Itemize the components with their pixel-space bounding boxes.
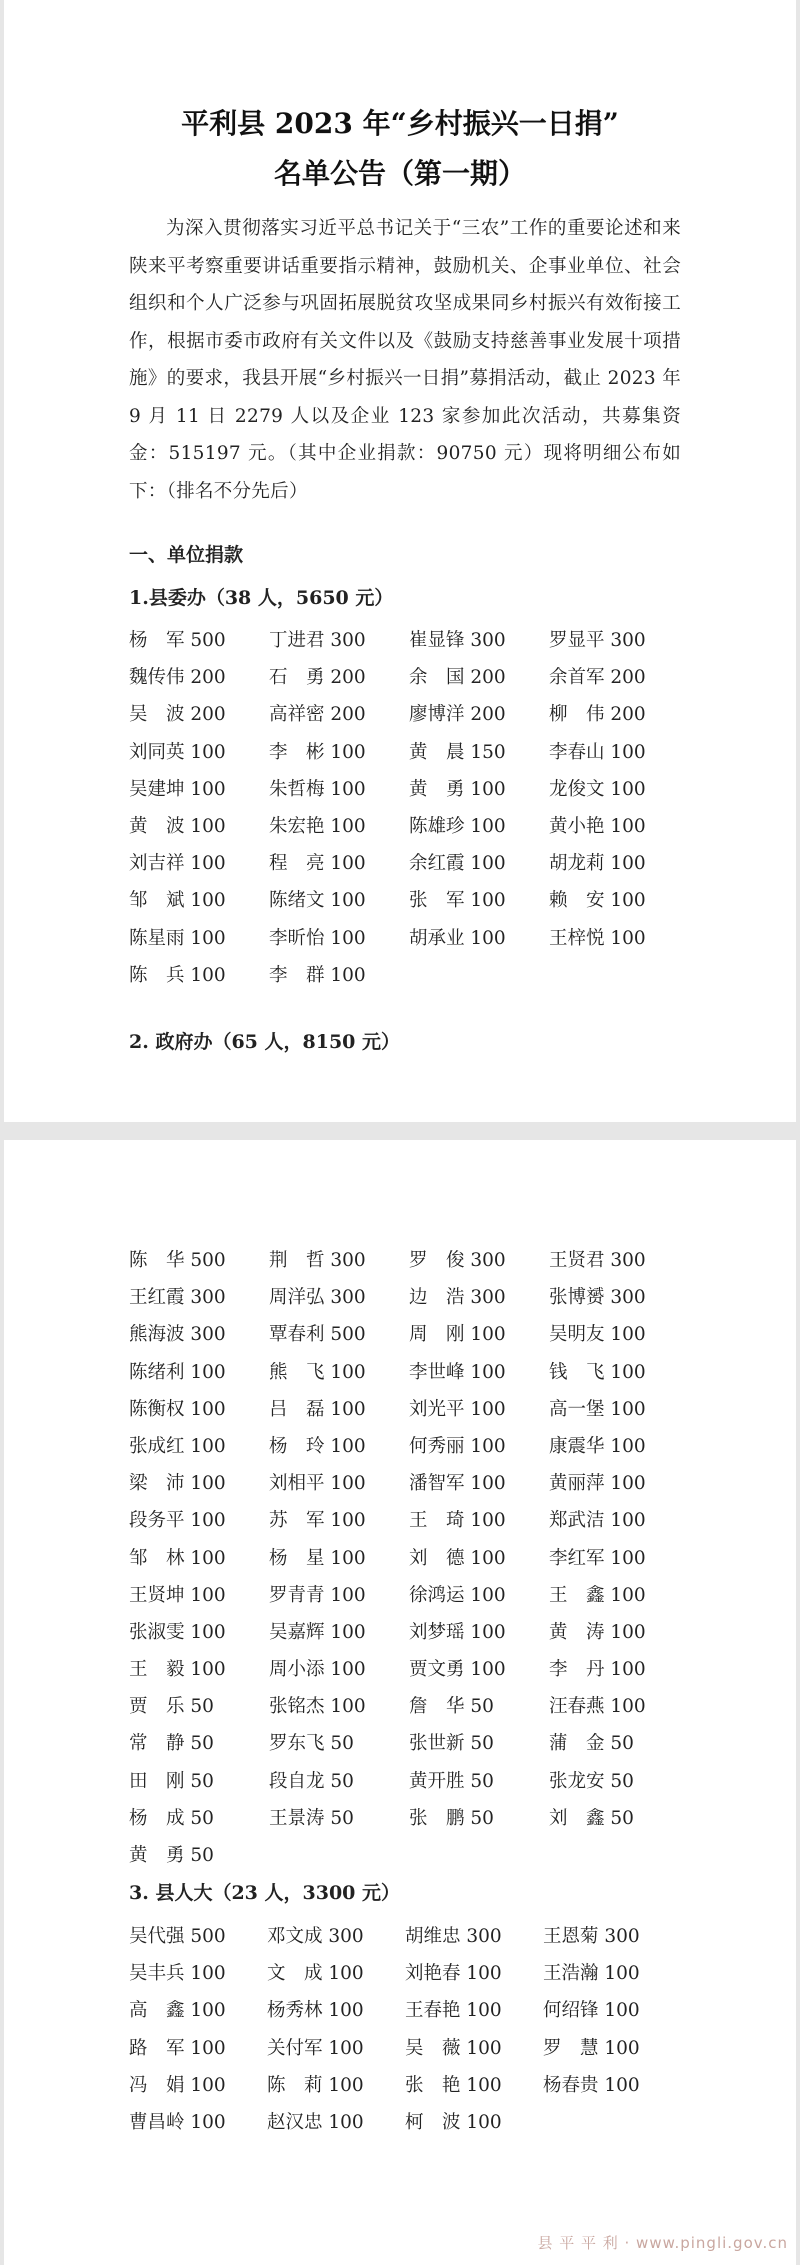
- donor-entry: 黄 涛 100: [549, 1621, 646, 1643]
- donor-entry: 覃春利 500: [269, 1324, 366, 1346]
- donor-entry: 王春艳 100: [405, 2000, 502, 2022]
- donor-grid-county-peoples-congress: [129, 1918, 689, 2141]
- donor-entry: 邹 斌 100: [129, 890, 226, 912]
- donor-entry: 李 彬 100: [269, 741, 366, 763]
- donor-entry: 杨秀林 100: [267, 2000, 364, 2022]
- donor-entry: 常 静 50: [129, 1733, 214, 1755]
- donor-entry: 王 毅 100: [129, 1659, 226, 1681]
- donor-entry: 黄 晨 150: [409, 741, 506, 763]
- donor-entry: 刘吉祥 100: [129, 853, 226, 875]
- donor-entry: 邹 林 100: [129, 1547, 226, 1569]
- donor-entry: 李红军 100: [549, 1547, 646, 1569]
- donor-entry: 黄小艳 100: [549, 815, 646, 837]
- donor-entry: 余首军 200: [549, 667, 646, 689]
- donor-entry: 陈雄珍 100: [409, 815, 506, 837]
- donor-entry: 吕 磊 100: [269, 1398, 366, 1420]
- donor-entry: 汪春燕 100: [549, 1696, 646, 1718]
- donor-entry: 张 鹏 50: [409, 1807, 494, 1829]
- donor-entry: 吴丰兵 100: [129, 1963, 226, 1985]
- donor-entry: 丁进君 300: [269, 630, 366, 651]
- donor-entry: 田 刚 50: [129, 1770, 214, 1792]
- donor-entry: 王红霞 300: [129, 1287, 226, 1309]
- donor-entry: 文 成 100: [267, 1963, 364, 1985]
- donor-entry: 梁 沛 100: [129, 1473, 226, 1495]
- donor-entry: 罗 慧 100: [543, 2037, 640, 2059]
- donor-entry: 高一堡 100: [549, 1398, 646, 1420]
- donor-entry: 荆 哲 300: [269, 1250, 366, 1271]
- section-heading-unit-donations: 一、单位捐款: [129, 544, 244, 566]
- donor-entry: 杨 成 50: [129, 1807, 214, 1829]
- donor-entry: 钱 飞 100: [549, 1361, 646, 1383]
- donor-entry: 吴 薇 100: [405, 2037, 502, 2059]
- donor-entry: 魏传伟 200: [129, 667, 226, 689]
- group-heading-government-office: 2. 政府办（65 人，8150 元）: [129, 1031, 401, 1053]
- donor-entry: 段务平 100: [129, 1510, 226, 1532]
- donor-entry: 陈 兵 100: [129, 964, 226, 986]
- donor-entry: 康震华 100: [549, 1435, 646, 1457]
- donor-entry: 邓文成 300: [267, 1926, 364, 1947]
- donor-entry: 蒲 金 50: [549, 1733, 634, 1755]
- donor-entry: 杨 星 100: [269, 1547, 366, 1569]
- donor-entry: 李 丹 100: [549, 1659, 646, 1681]
- donor-entry: 罗 俊 300: [409, 1250, 506, 1271]
- donor-entry: 赖 安 100: [549, 890, 646, 912]
- donor-entry: 熊海波 300: [129, 1324, 226, 1346]
- donor-entry: 罗青青 100: [269, 1584, 366, 1606]
- donor-entry: 刘 德 100: [409, 1547, 506, 1569]
- donor-entry: 徐鸿运 100: [409, 1584, 506, 1606]
- group-heading-county-peoples-congress: 3. 县人大（23 人，3300 元）: [129, 1882, 401, 1904]
- donor-entry: 刘同英 100: [129, 741, 226, 763]
- donor-entry: 张博赟 300: [549, 1287, 646, 1309]
- donor-entry: 张世新 50: [409, 1733, 494, 1755]
- donor-entry: 余 国 200: [409, 667, 506, 689]
- donor-entry: 边 浩 300: [409, 1287, 506, 1309]
- donor-entry: 王恩菊 300: [543, 1926, 640, 1947]
- donor-entry: 黄 波 100: [129, 815, 226, 837]
- donor-entry: 刘 鑫 50: [549, 1807, 634, 1829]
- donor-entry: 周 刚 100: [409, 1324, 506, 1346]
- donor-entry: 程 亮 100: [269, 853, 366, 875]
- donor-entry: 段自龙 50: [269, 1770, 354, 1792]
- donor-entry: 杨 军 500: [129, 630, 226, 651]
- donor-entry: 陈 莉 100: [267, 2074, 364, 2096]
- donor-entry: 苏 军 100: [269, 1510, 366, 1532]
- donor-entry: 廖博洋 200: [409, 704, 506, 726]
- donor-entry: 王浩瀚 100: [543, 1963, 640, 1985]
- donor-entry: 陈绪利 100: [129, 1361, 226, 1383]
- donor-entry: 胡龙莉 100: [549, 853, 646, 875]
- donor-entry: 何绍锋 100: [543, 2000, 640, 2022]
- donor-entry: 刘艳春 100: [405, 1963, 502, 1985]
- donor-entry: 詹 华 50: [409, 1696, 494, 1718]
- document-title-line2: 名单公告（第一期）: [273, 157, 526, 190]
- document-page-1: [4, 0, 796, 1122]
- donor-entry: 周洋弘 300: [269, 1287, 366, 1309]
- donor-grid-government-office: [129, 1242, 689, 1874]
- donor-entry: 柯 波 100: [405, 2111, 502, 2133]
- donor-entry: 周小添 100: [269, 1659, 366, 1681]
- donor-entry: 陈衡权 100: [129, 1398, 226, 1420]
- donor-entry: 黄丽萍 100: [549, 1473, 646, 1495]
- donor-entry: 吴 波 200: [129, 704, 226, 726]
- donor-entry: 郑武洁 100: [549, 1510, 646, 1532]
- donor-entry: 杨 玲 100: [269, 1435, 366, 1457]
- donor-entry: 冯 娟 100: [129, 2074, 226, 2096]
- donor-entry: 刘光平 100: [409, 1398, 506, 1420]
- donor-entry: 余红霞 100: [409, 853, 506, 875]
- donor-entry: 王梓悦 100: [549, 927, 646, 949]
- donor-entry: 赵汉忠 100: [267, 2111, 364, 2133]
- donor-entry: 李昕怡 100: [269, 927, 366, 949]
- donor-entry: 黄 勇 50: [129, 1845, 214, 1866]
- donor-entry: 张龙安 50: [549, 1770, 634, 1792]
- donor-entry: 石 勇 200: [269, 667, 366, 689]
- donor-entry: 罗显平 300: [549, 630, 646, 651]
- donor-entry: 路 军 100: [129, 2037, 226, 2059]
- donor-entry: 刘梦瑶 100: [409, 1621, 506, 1643]
- donor-entry: 罗东飞 50: [269, 1733, 354, 1755]
- donor-entry: 朱宏艳 100: [269, 815, 366, 837]
- donor-entry: 何秀丽 100: [409, 1435, 506, 1457]
- donor-entry: 陈 华 500: [129, 1250, 226, 1271]
- donor-entry: 杨春贵 100: [543, 2074, 640, 2096]
- donor-entry: 龙俊文 100: [549, 778, 646, 800]
- donor-entry: 吴建坤 100: [129, 778, 226, 800]
- donor-entry: 黄开胜 50: [409, 1770, 494, 1792]
- donor-entry: 刘相平 100: [269, 1473, 366, 1495]
- donor-entry: 陈星雨 100: [129, 927, 226, 949]
- donor-entry: 吴明友 100: [549, 1324, 646, 1346]
- donor-entry: 柳 伟 200: [549, 704, 646, 726]
- donor-entry: 吴嘉辉 100: [269, 1621, 366, 1643]
- donor-entry: 崔显锋 300: [409, 630, 506, 651]
- donor-entry: 贾 乐 50: [129, 1696, 214, 1718]
- donor-entry: 李世峰 100: [409, 1361, 506, 1383]
- donor-entry: 王贤君 300: [549, 1250, 646, 1271]
- donor-entry: 王景涛 50: [269, 1807, 354, 1829]
- donor-entry: 王 琦 100: [409, 1510, 506, 1532]
- donor-entry: 高 鑫 100: [129, 2000, 226, 2022]
- donor-entry: 张铭杰 100: [269, 1696, 366, 1718]
- donor-entry: 朱哲梅 100: [269, 778, 366, 800]
- donor-entry: 熊 飞 100: [269, 1361, 366, 1383]
- donor-entry: 李 群 100: [269, 964, 366, 986]
- donor-entry: 曹昌岭 100: [129, 2111, 226, 2133]
- donor-entry: 胡维忠 300: [405, 1926, 502, 1947]
- donor-entry: 王贤坤 100: [129, 1584, 226, 1606]
- donor-entry: 吴代强 500: [129, 1926, 226, 1947]
- donor-entry: 黄 勇 100: [409, 778, 506, 800]
- group-heading-county-committee-office: 1.县委办（38 人，5650 元）: [129, 587, 394, 609]
- donor-entry: 张 军 100: [409, 890, 506, 912]
- site-watermark: 县 平 平 利 · www.pingli.gov.cn: [537, 2234, 788, 2252]
- donor-entry: 高祥密 200: [269, 704, 366, 726]
- donor-entry: 胡承业 100: [409, 927, 506, 949]
- donor-entry: 李春山 100: [549, 741, 646, 763]
- document-title-line1: 平利县 2023 年“乡村振兴一日捐”: [181, 107, 619, 140]
- donor-entry: 陈绪文 100: [269, 890, 366, 912]
- donor-grid-county-committee-office: [129, 622, 689, 994]
- intro-paragraph: 为深入贯彻落实习近平总书记关于“三农”工作的重要论述和来陕来平考察重要讲话重要指示精神，鼓励机关、企事业单位、社会组织和个人广泛参与巩固拓展脱贫攻坚成果同乡村振兴有效衔接工作，根据市委市政府有关文件以及《鼓励支持慈善事业发展十项措施》的要求，我县开展“乡村振兴一日捐”募捐活动，截止 2023 年 9 月 11 日 2279 人以及企业 123 家参加此次活动，共募集资金：515197 元。（其中企业捐款：90750 元）现将明细公布如下：（排名不分先后）: [129, 218, 681, 502]
- donor-entry: 张淑雯 100: [129, 1621, 226, 1643]
- donor-entry: 贾文勇 100: [409, 1659, 506, 1681]
- donor-entry: 关付军 100: [267, 2037, 364, 2059]
- donor-entry: 王 鑫 100: [549, 1584, 646, 1606]
- donor-entry: 潘智军 100: [409, 1473, 506, 1495]
- donor-entry: 张成红 100: [129, 1435, 226, 1457]
- donor-entry: 张 艳 100: [405, 2074, 502, 2096]
